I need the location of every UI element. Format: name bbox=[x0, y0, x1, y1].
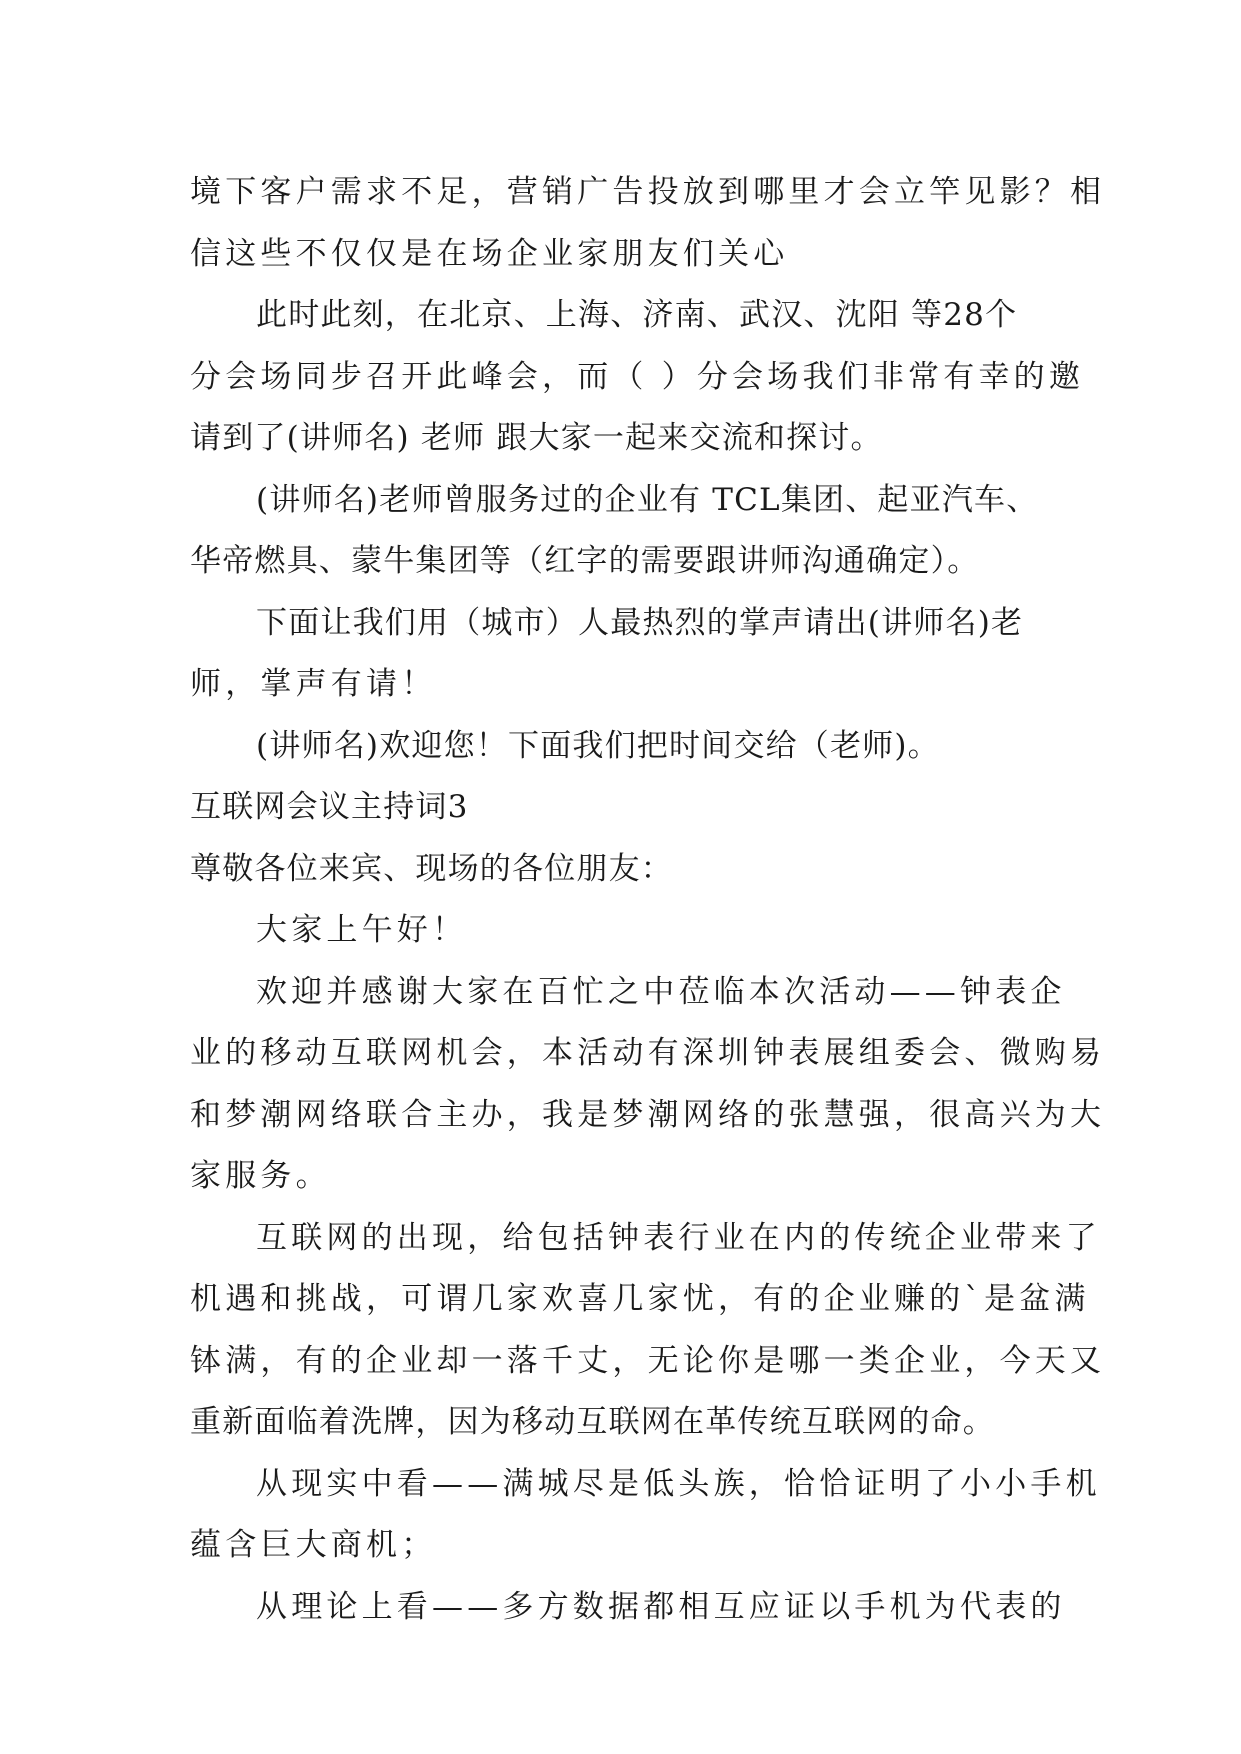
document-body bbox=[190, 162, 1106, 1638]
text-line: 此时此刻，在北京、上海、济南、武汉、沈阳 等28个 bbox=[256, 297, 1018, 333]
text-line: 钵满，有的企业却一落千丈，无论你是哪一类企业，今天又 bbox=[190, 1342, 1106, 1379]
text-line: 蕴含巨大商机； bbox=[190, 1527, 437, 1563]
text-line: 下面让我们用（城市）人最热烈的掌声请出(讲师名)老 bbox=[256, 604, 1024, 641]
text-line: 从现实中看——满城尽是低头族，恰恰证明了小小手机 bbox=[256, 1465, 1101, 1502]
text-line: 请到了(讲师名) 老师 跟大家一起来交流和探讨。 bbox=[190, 420, 883, 456]
salutation: 尊敬各位来宾、现场的各位朋友： bbox=[190, 850, 673, 887]
text-line: 华帝燃具、蒙牛集团等（红字的需要跟讲师沟通确定）。 bbox=[190, 543, 980, 579]
text-line: 业的移动互联网机会，本活动有深圳钟表展组委会、微购易 bbox=[190, 1035, 1106, 1071]
text-line: 分会场同步召开此峰会，而（ ）分会场我们非常有幸的邀 bbox=[190, 358, 1085, 395]
text-line: 互联网的出现，给包括钟表行业在内的传统企业带来了 bbox=[256, 1219, 1101, 1256]
text-line: 信这些不仅仅是在场企业家朋友们关心 bbox=[190, 235, 789, 272]
text-line: (讲师名)老师曾服务过的企业有 TCL集团、起亚汽车、 bbox=[256, 481, 1039, 518]
section-heading: 互联网会议主持词3 bbox=[190, 789, 469, 825]
text-line: (讲师名)欢迎您！下面我们把时间交给（老师)。 bbox=[256, 727, 940, 764]
text-line: 欢迎并感谢大家在百忙之中莅临本次活动——钟表企 bbox=[256, 973, 1066, 1010]
text-line: 家服务。 bbox=[190, 1158, 331, 1194]
text-line: 师，掌声有请！ bbox=[190, 666, 437, 702]
text-line: 境下客户需求不足，营销广告投放到哪里才会立竿见影？相 bbox=[190, 174, 1106, 210]
text-line: 和梦潮网络联合主办，我是梦潮网络的张慧强，很高兴为大 bbox=[190, 1096, 1106, 1133]
text-line: 重新面临着洗牌，因为移动互联网在革传统互联网的命。 bbox=[190, 1404, 995, 1440]
greeting: 大家上午好！ bbox=[256, 912, 468, 948]
text-line: 从理论上看——多方数据都相互应证以手机为代表的 bbox=[256, 1588, 1066, 1625]
text-line: 机遇和挑战，可谓几家欢喜几家忧，有的企业赚的`是盆满 bbox=[190, 1281, 1090, 1317]
